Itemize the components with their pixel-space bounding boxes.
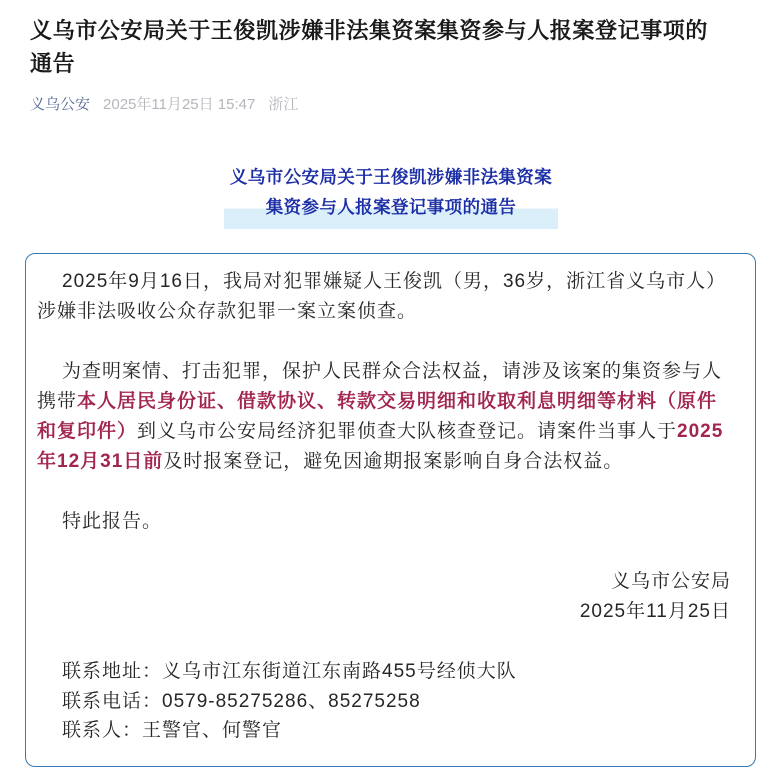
para1-text: 2025年9月16日，我局对犯罪嫌疑人王俊凯（男，36岁，浙江省义乌市人）涉嫌非法吸收公众存款犯罪一案立案侦查。 — [37, 271, 727, 322]
publish-region: 浙江 — [268, 96, 299, 113]
contact-phone: 联系电话：0579-85275286、85275258 — [62, 690, 421, 712]
article-title: 义乌市公安局关于王俊凯涉嫌非法集资案集资参与人报案登记事项的通告 — [30, 18, 709, 76]
article-page — [0, 14, 782, 774]
notice-heading-line1: 义乌市公安局关于王俊凯涉嫌非法集资案 — [229, 167, 553, 187]
contact-person: 联系人：王警官、何警官 — [62, 720, 283, 741]
byline — [30, 95, 752, 115]
para2-materials-emphasis: 本人居民身份证、借款协议、转款交易明细和收取利息明细等材料（原件和复印件） — [37, 391, 718, 442]
notice-paragraph-1 — [37, 267, 731, 327]
notice-heading — [0, 162, 782, 229]
notice-closing: 特此报告。 — [62, 511, 163, 532]
contact-block — [37, 657, 731, 746]
contact-address: 联系地址：义乌市江东街道江东南路455号经侦大队 — [62, 661, 517, 682]
signature-date: 2025年11月25日 — [579, 601, 731, 622]
publish-datetime: 2025年11月25日 15:47 — [103, 96, 256, 113]
notice-paragraph-2 — [37, 357, 731, 477]
signature-block — [37, 567, 731, 627]
para2-text-post: 及时报案登记，避免因逾期报案影响自身合法权益。 — [163, 451, 624, 472]
para2-text-mid: 到义乌市公安局经济犯罪侦查大队核查登记。请案件当事人于 — [137, 421, 678, 442]
notice-heading-line2: 集资参与人报案登记事项的通告 — [224, 192, 559, 229]
para2-deadline-emphasis: 2025年12月31日前 — [37, 421, 724, 472]
signature-authority: 义乌市公安局 — [610, 571, 731, 592]
notice-box — [25, 253, 756, 767]
para2-text-pre: 为查明案情、打击犯罪，保护人民群众合法权益，请涉及该案的集资参与人携带 — [37, 361, 723, 412]
account-name-link[interactable]: 义乌公安 — [30, 96, 91, 113]
